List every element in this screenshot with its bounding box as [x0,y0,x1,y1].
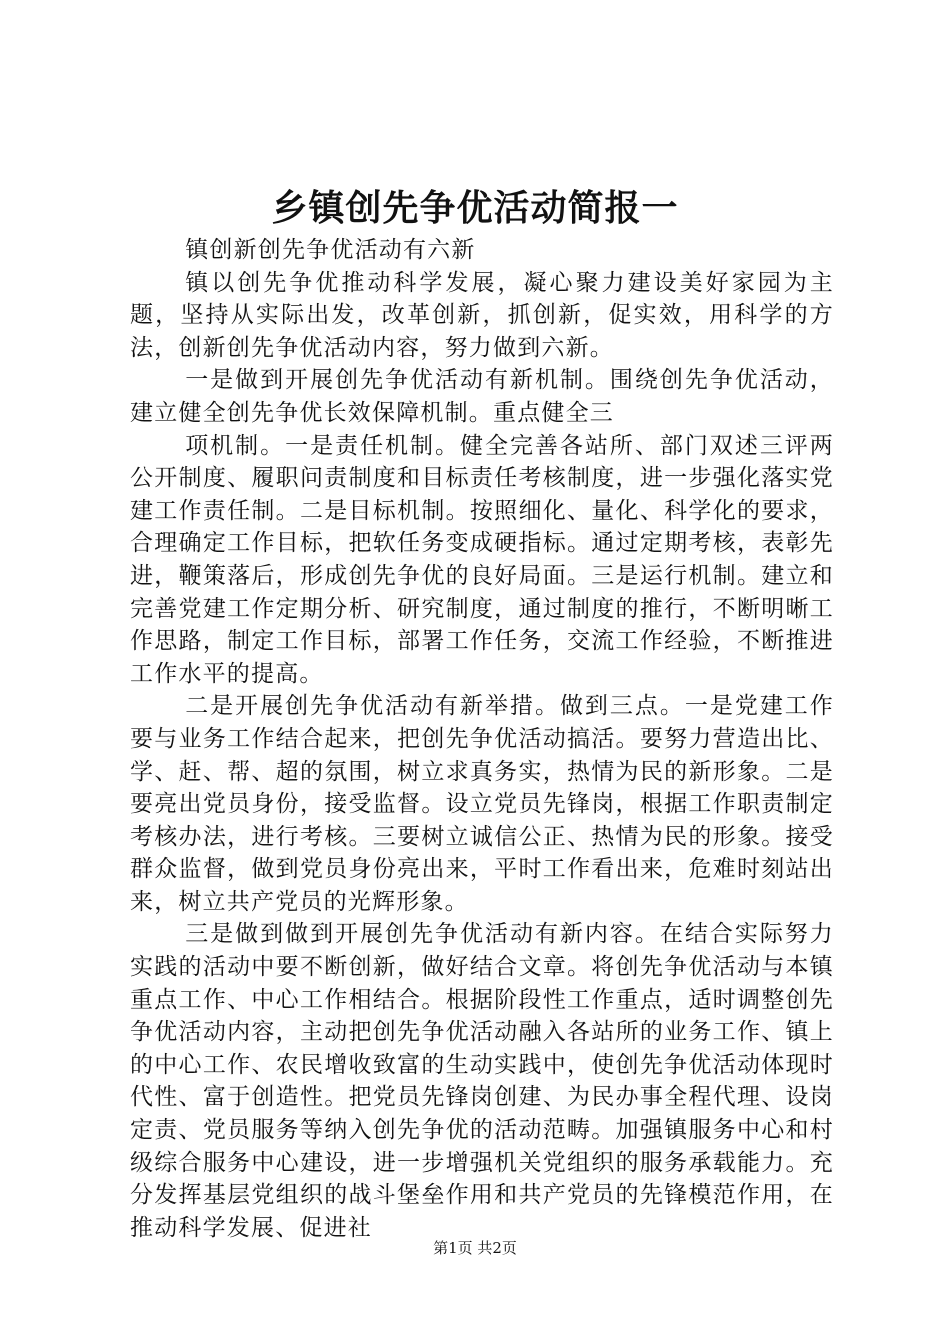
document-title: 乡镇创先争优活动简报一 [271,187,679,229]
page-footer: 第1页 共2页 [433,1239,517,1257]
paragraph: 镇以创先争优推动科学发展，凝心聚力建设美好家园为主题，坚持从实际出发，改革创新，抓创新，促实效，用科学的方法，创新创先争优活动内容，努力做到六新。 [130,269,834,361]
paragraph: 项机制。一是责任机制。健全完善各站所、部门双述三评两公开制度、履职问责制度和目标责任考核制度，进一步强化落实党建工作责任制。二是目标机制。按照细化、量化、科学化的要求，合理确定工作目标，把软任务变成硬指标。通过定期考核，表彰先进，鞭策落后，形成创先争优的良好局面。三是运行机制。建立和完善党建工作定期分析、研究制度，通过制度的推行，不断明晰工作思路，制定工作目标，部署工作任务，交流工作经验，不断推进工作水平的提高。 [130,432,834,687]
paragraph: 二是开展创先争优活动有新举措。做到三点。一是党建工作要与业务工作结合起来，把创先争优活动搞活。要努力营造出比、学、赶、帮、超的氛围，树立求真务实，热情为民的新形象。二是要亮出党员身份，接受监督。设立党员先锋岗，根据工作职责制定考核办法，进行考核。三要树立诚信公正、热情为民的形象。接受群众监督，做到党员身份亮出来，平时工作看出来，危难时刻站出来，树立共产党员的光辉形象。 [130,693,834,915]
paragraph: 一是做到开展创先争优活动有新机制。围绕创先争优活动，建立健全创先争优长效保障机制。重点健全三 [130,367,834,426]
paragraph: 镇创新创先争优活动有六新 [185,237,476,263]
paragraph: 三是做到做到开展创先争优活动有新内容。在结合实际努力实践的活动中要不断创新，做好结合文章。将创先争优活动与本镇重点工作、中心工作相结合。根据阶段性工作重点，适时调整创先争优活动内容，主动把创先争优活动融入各站所的业务工作、镇上的中心工作、农民增收致富的生动实践中，使创先争优活动体现时代性、富于创造性。把党员先锋岗创建、为民办事全程代理、设岗定责、党员服务等纳入创先争优的活动范畴。加强镇服务中心和村级综合服务中心建设，进一步增强机关党组织的服务承载能力。充分发挥基层党组织的战斗堡垒作用和共产党员的先锋模范作用，在推动科学发展、促进社 [130,921,834,1241]
document-body [130,234,834,1244]
